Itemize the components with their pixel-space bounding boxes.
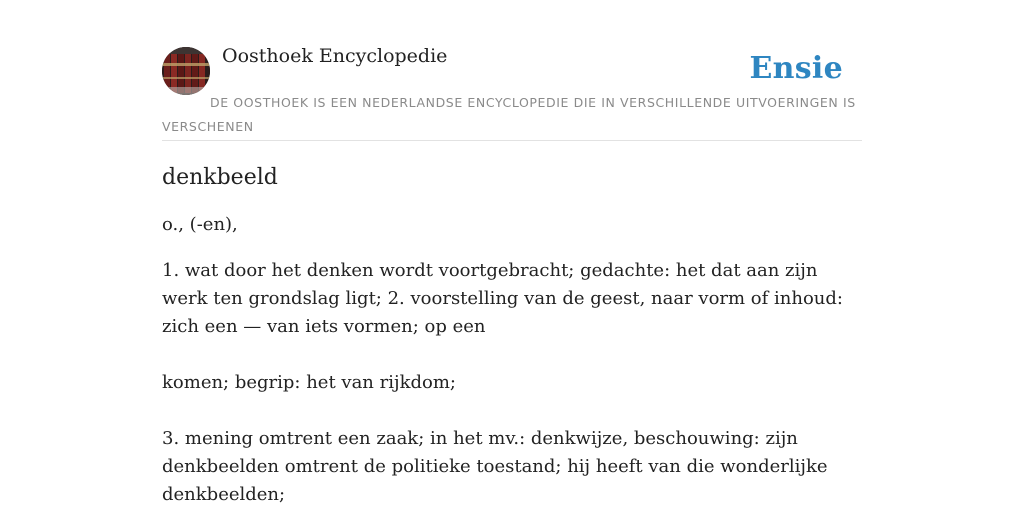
site-title[interactable]: Oosthoek Encyclopedie <box>222 45 448 67</box>
entry-content <box>162 161 862 509</box>
grammar-info: o., (-en), <box>162 214 238 235</box>
site-header <box>162 0 862 141</box>
brand-logo[interactable]: Ensie <box>749 51 843 86</box>
encyclopedia-books-icon[interactable] <box>162 47 210 95</box>
definition-paragraph-3: 3. mening omtrent een zaak; in het mv.: denkwijze, beschouwing: zijn denkbeelden omtrent de politieke toestand; hij heeft van die wonderlijke denkbeelden; <box>162 428 828 505</box>
definition-paragraph-2: komen; begrip: het van rijkdom; <box>162 372 456 393</box>
definition-paragraph-1: 1. wat door het denken wordt voortgebracht; gedachte: het dat aan zijn werk ten grondslag ligt; 2. voorstelling van de geest, naar vorm of inhoud: zich een — van iets vormen; op een <box>162 260 843 337</box>
site-subtitle: DE OOSTHOEK IS EEN NEDERLANDSE ENCYCLOPEDIE DIE IN VERSCHILLENDE UITVOERINGEN IS VERSCHENEN <box>162 95 856 134</box>
entry-title: denkbeeld <box>162 165 278 190</box>
